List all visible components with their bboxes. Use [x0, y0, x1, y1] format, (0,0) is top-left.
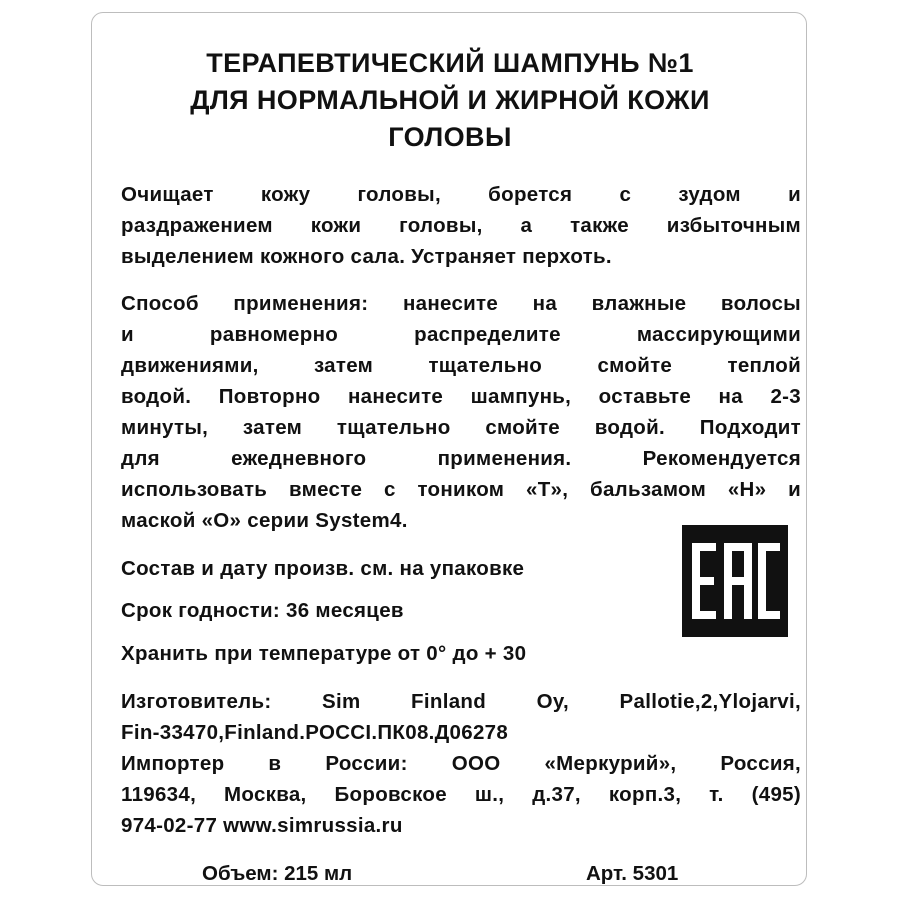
storage-conditions: [121, 638, 801, 669]
article-number: Арт. 5301: [586, 862, 679, 885]
description-line: выделением кожного сала. Устраняет перхоть.: [121, 245, 612, 268]
usage-line: движениями, затем тщательно смойте теплой: [121, 354, 801, 377]
usage-line: Способ применения: нанесите на влажные волосы: [121, 292, 801, 315]
usage-line: для ежедневного применения. Рекомендуется: [121, 447, 801, 470]
importer-line: 119634, Москва, Боровское ш., д.37, корп.3, т. (495): [121, 783, 801, 806]
usage-paragraph: [121, 288, 801, 536]
description-paragraph: [121, 179, 801, 272]
manufacturer-info: [121, 686, 801, 841]
volume-label: Объем: 215 мл: [202, 862, 353, 885]
composition-text: Состав и дату произв. см. на упаковке: [121, 557, 525, 580]
description-line: Очищает кожу головы, борется с зудом и: [121, 183, 801, 206]
description-line: раздражением кожи головы, а также избыточным: [121, 214, 801, 237]
title-line: ДЛЯ НОРМАЛЬНОЙ И ЖИРНОЙ КОЖИ: [190, 85, 710, 115]
usage-line: водой. Повторно нанесите шампунь, оставьте на 2-3: [121, 385, 801, 408]
usage-line: использовать вместе с тоником «Т», бальзамом «Н» и: [121, 478, 801, 501]
usage-line: минуты, затем тщательно смойте водой. Подходит: [121, 416, 801, 439]
title-line: ГОЛОВЫ: [388, 122, 512, 152]
shelf-life-text: Срок годности: 36 месяцев: [121, 599, 404, 622]
eac-mark-icon: [682, 525, 788, 637]
usage-line: маской «О» серии System4.: [121, 509, 408, 532]
product-title: [92, 45, 807, 156]
importer-line: 974-02-77 www.simrussia.ru: [121, 814, 403, 837]
usage-line: и равномерно распределите массирующими: [121, 323, 801, 346]
eac-mark-graphic: [682, 525, 788, 637]
manufacturer-line: Изготовитель: Sim Finland Oy, Pallotie,2,Ylojarvi,: [121, 690, 801, 713]
manufacturer-line: Fin-33470,Finland.РОССI.ПК08.Д06278: [121, 721, 509, 744]
importer-line: Импортер в России: ООО «Меркурий», Россия,: [121, 752, 801, 775]
title-line: ТЕРАПЕВТИЧЕСКИЙ ШАМПУНЬ №1: [206, 48, 694, 78]
storage-text: Хранить при температуре от 0° до + 30: [121, 642, 527, 665]
product-label: [91, 12, 807, 886]
